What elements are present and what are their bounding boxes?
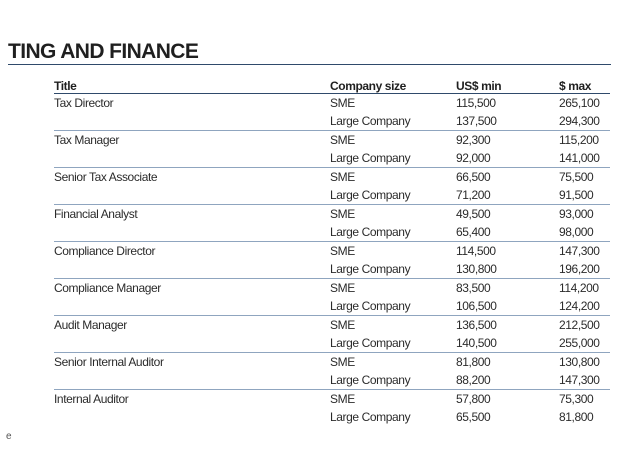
cell-max: 98,000 bbox=[559, 223, 610, 242]
cell-company-size: SME bbox=[330, 133, 355, 147]
cell-us-min: 57,800 bbox=[456, 392, 491, 406]
table-row bbox=[54, 334, 610, 353]
cell-max: 141,000 bbox=[559, 149, 610, 168]
cell-company-size: SME bbox=[330, 392, 355, 406]
cell-company-size: Large Company bbox=[330, 297, 456, 316]
table-row bbox=[54, 205, 610, 224]
table-row bbox=[54, 168, 610, 187]
cell-max: 93,000 bbox=[559, 207, 594, 221]
cell-company-size: SME bbox=[330, 96, 355, 110]
footnote-mark: e bbox=[6, 431, 12, 442]
cell-us-min: 140,500 bbox=[456, 334, 559, 353]
cell-company-size: Large Company bbox=[330, 410, 411, 424]
cell-max: 130,800 bbox=[559, 355, 600, 369]
cell-company-size: Large Company bbox=[330, 371, 456, 390]
cell-us-min: 66,500 bbox=[456, 170, 491, 184]
cell-us-min: 71,200 bbox=[456, 186, 559, 205]
table-row bbox=[54, 112, 610, 131]
cell-title bbox=[54, 371, 330, 390]
cell-max: 147,300 bbox=[559, 244, 600, 258]
cell-title bbox=[54, 334, 330, 353]
table-row bbox=[54, 390, 610, 409]
cell-title bbox=[54, 223, 330, 242]
cell-us-min: 49,500 bbox=[456, 207, 491, 221]
table-row bbox=[54, 260, 610, 279]
cell-company-size: Large Company bbox=[330, 334, 456, 353]
table-row bbox=[54, 316, 610, 335]
cell-us-min: 81,800 bbox=[456, 355, 491, 369]
cell-title bbox=[54, 112, 330, 131]
cell-company-size: SME bbox=[330, 207, 355, 221]
cell-us-min: 114,500 bbox=[456, 244, 496, 258]
cell-max: 75,500 bbox=[559, 170, 594, 184]
cell-title: Financial Analyst bbox=[54, 207, 138, 221]
cell-max: 91,500 bbox=[559, 186, 610, 205]
table-row bbox=[54, 242, 610, 261]
cell-title bbox=[54, 297, 330, 316]
cell-company-size: Large Company bbox=[330, 223, 456, 242]
table-header-row bbox=[54, 76, 610, 94]
cell-title: Compliance Manager bbox=[54, 281, 161, 295]
table-row bbox=[54, 149, 610, 168]
cell-us-min: 130,800 bbox=[456, 260, 559, 279]
cell-us-min: 115,500 bbox=[456, 96, 496, 110]
cell-title: Senior Tax Associate bbox=[54, 170, 158, 184]
cell-title bbox=[54, 408, 330, 426]
cell-us-min: 65,400 bbox=[456, 223, 559, 242]
table-row bbox=[54, 371, 610, 390]
cell-us-min: 92,000 bbox=[456, 149, 559, 168]
cell-title: Tax Manager bbox=[54, 133, 119, 147]
cell-max: 75,300 bbox=[559, 392, 594, 406]
cell-us-min: 65,500 bbox=[456, 410, 491, 424]
cell-us-min: 92,300 bbox=[456, 133, 491, 147]
cell-title: Internal Auditor bbox=[54, 392, 129, 406]
cell-company-size: Large Company bbox=[330, 149, 456, 168]
table-body bbox=[54, 94, 610, 427]
heading-rule bbox=[8, 64, 611, 65]
cell-title: Compliance Director bbox=[54, 244, 156, 258]
cell-title: Tax Director bbox=[54, 96, 114, 110]
cell-company-size: Large Company bbox=[330, 260, 456, 279]
cell-max: 196,200 bbox=[559, 260, 610, 279]
cell-company-size: SME bbox=[330, 281, 355, 295]
cell-company-size: SME bbox=[330, 244, 355, 258]
cell-title: Audit Manager bbox=[54, 318, 127, 332]
cell-company-size: Large Company bbox=[330, 186, 456, 205]
cell-title bbox=[54, 186, 330, 205]
cell-us-min: 136,500 bbox=[456, 318, 497, 332]
cell-us-min: 137,500 bbox=[456, 112, 559, 131]
salary-table bbox=[54, 76, 610, 426]
table-row bbox=[54, 94, 610, 113]
column-header-company-size: Company size bbox=[330, 76, 456, 94]
cell-company-size: Large Company bbox=[330, 112, 456, 131]
cell-max: 294,300 bbox=[559, 112, 610, 131]
cell-max: 255,000 bbox=[559, 334, 610, 353]
cell-company-size: SME bbox=[330, 170, 355, 184]
table-row bbox=[54, 186, 610, 205]
table-row bbox=[54, 279, 610, 298]
cell-max: 114,200 bbox=[559, 281, 599, 295]
cell-max: 124,200 bbox=[559, 297, 610, 316]
cell-us-min: 83,500 bbox=[456, 281, 491, 295]
cell-max: 81,800 bbox=[559, 410, 594, 424]
cell-us-min: 88,200 bbox=[456, 371, 559, 390]
table-row bbox=[54, 297, 610, 316]
page-title: TING AND FINANCE bbox=[8, 40, 199, 63]
table-row bbox=[54, 131, 610, 150]
cell-max: 147,300 bbox=[559, 371, 610, 390]
cell-title bbox=[54, 149, 330, 168]
cell-company-size: SME bbox=[330, 318, 355, 332]
table-row bbox=[54, 223, 610, 242]
cell-title bbox=[54, 260, 330, 279]
cell-title: Senior Internal Auditor bbox=[54, 355, 164, 369]
cell-us-min: 106,500 bbox=[456, 297, 559, 316]
column-header-title: Title bbox=[54, 76, 330, 94]
table-row bbox=[54, 408, 610, 426]
cell-max: 115,200 bbox=[559, 133, 599, 147]
column-header-max: $ max bbox=[559, 76, 610, 94]
cell-max: 212,500 bbox=[559, 318, 600, 332]
cell-max: 265,100 bbox=[559, 96, 600, 110]
cell-company-size: SME bbox=[330, 355, 355, 369]
table-row bbox=[54, 353, 610, 372]
column-header-us-min: US$ min bbox=[456, 76, 559, 94]
